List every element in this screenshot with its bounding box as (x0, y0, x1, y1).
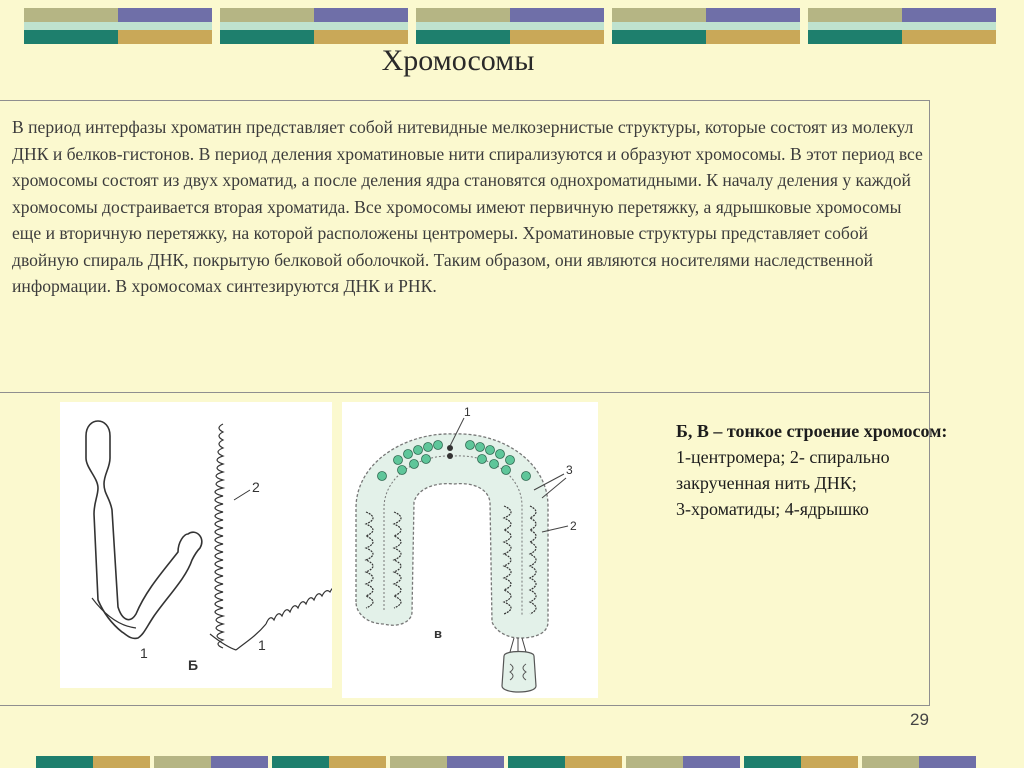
label-3: 3 (566, 463, 573, 477)
footer-tile (508, 756, 622, 768)
footer-tile (626, 756, 740, 768)
header-tile (24, 8, 212, 44)
footer-tile (390, 756, 504, 768)
footer-tile (154, 756, 268, 768)
chromosome-outline (86, 421, 202, 638)
panel-letter-b: Б (188, 657, 199, 673)
caption-line-2: 3-хроматиды; 4-ядрышко (676, 499, 869, 519)
figure-v-panel (342, 402, 598, 698)
slide-title: Хромосомы (381, 44, 535, 77)
label-1-right: 1 (258, 637, 266, 653)
nucleolus (502, 652, 536, 693)
header-tile (612, 8, 800, 44)
chromatid-arch (356, 434, 548, 638)
figure-caption (676, 418, 976, 522)
dna-coil-diagonal (266, 587, 332, 624)
page-number: 29 (910, 710, 929, 729)
figure-v-drawing (342, 402, 598, 698)
header-tile (416, 8, 604, 44)
panel-letter-v: в (434, 626, 442, 641)
dna-coil-strand (215, 424, 223, 648)
figure-b-panel (60, 402, 332, 688)
header-tile (220, 8, 408, 44)
footer-tile (744, 756, 858, 768)
footer-tile (272, 756, 386, 768)
label-2: 2 (570, 519, 577, 533)
header-tile (808, 8, 996, 44)
label-2: 2 (252, 479, 260, 495)
content-divider (0, 392, 930, 393)
caption-heading: Б, В – тонкое строение хромосом: (676, 421, 948, 441)
footer-tile (36, 756, 150, 768)
figure-b-drawing (60, 402, 332, 688)
label-1: 1 (464, 405, 471, 419)
label-1-left: 1 (140, 645, 148, 661)
body-paragraph: В период интерфазы хроматин представляет собой нитевидные мелкозернистые структуры, которые состоят из молекул ДНК и белков-гистонов. В период деления хроматиновые нити спирализуются и образуют хромосомы. В этот период все хромосомы состоят из двух хроматид, а после деления ядра становятся однохроматидными. К началу деления у каждой хромосомы достраивается вторая хроматида. Все хромосомы имеют первичную перетяжку, а ядрышковые хромосомы еще и вторичную перетяжку, на которой расположены центромеры. Хроматиновые структуры представляет собой двойную спираль ДНК, покрытую белковой оболочкой. Таким образом, они являются носителями наследственной информации. В хромосомах синтезируются ДНК и РНК. (12, 117, 923, 296)
caption-line-1: 1-центромера; 2- спирально закрученная нить ДНК; (676, 447, 890, 493)
footer-tile (862, 756, 976, 768)
